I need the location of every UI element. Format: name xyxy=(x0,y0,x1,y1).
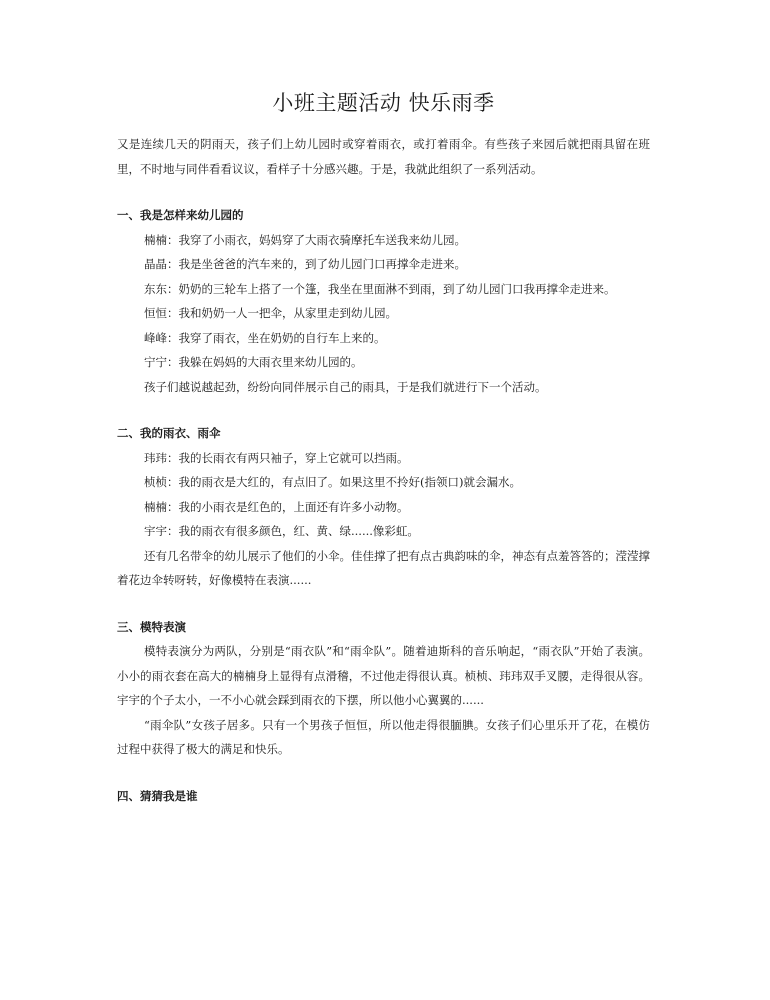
section-paragraph: 晶晶：我是坐爸爸的汽车来的，到了幼儿园门口再撑伞走进来。 xyxy=(144,257,466,271)
section-paragraph: 峰峰：我穿了雨衣，坐在奶奶的自行车上来的。 xyxy=(144,330,386,345)
document-body xyxy=(117,88,650,808)
section-paragraph: 桢桢：我的雨衣是大红的，有点旧了。如果这里不拎好(指领口)就会漏水。 xyxy=(144,475,521,489)
section-heading: 四、猜猜我是谁 xyxy=(117,788,198,803)
section-paragraph: 还有几名带伞的幼儿展示了他们的小伞。佳佳撑了把有点古典韵味的伞，神态有点羞答答的；滢滢撑着花边伞转呀转，好像模特在表演...... xyxy=(117,548,650,587)
section-paragraph: 模特表演分为两队，分别是“雨衣队”和“雨伞队”。随着迪斯科的音乐响起，“雨衣队”开始了表演。小小的雨衣套在高大的楠楠身上显得有点滑稽，不过他走得很认真。桢桢、玮玮双手叉腰，走得很从容。宇宇的个子太小，一不小心就会踩到雨衣的下摆，所以他小心翼翼的...... xyxy=(117,644,650,707)
section-paragraph: “雨伞队”女孩子居多。只有一个男孩子恒恒，所以他走得很腼腆。女孩子们心里乐开了花，在模仿过程中获得了极大的满足和快乐。 xyxy=(117,717,650,756)
page-title: 小班主题活动 快乐雨季 xyxy=(272,91,495,115)
section xyxy=(117,784,650,809)
section-paragraph: 宁宁：我躲在妈妈的大雨衣里来幼儿园的。 xyxy=(144,355,363,369)
section-heading: 一、我是怎样来幼儿园的 xyxy=(117,208,244,222)
section xyxy=(117,421,650,593)
intro-paragraph: 又是连续几天的阴雨天，孩子们上幼儿园时或穿着雨衣，或打着雨伞。有些孩子来园后就把雨具留在班里，不时地与同伴看看议议，看样子十分感兴趣。于是，我就此组织了一系列活动。 xyxy=(117,137,650,176)
section-heading: 三、模特表演 xyxy=(117,619,186,634)
sections-container xyxy=(117,203,650,808)
section xyxy=(117,615,650,762)
section-paragraph: 东东：奶奶的三轮车上搭了一个篷，我坐在里面淋不到雨，到了幼儿园门口我再撑伞走进来。 xyxy=(144,281,616,296)
section-paragraph: 恒恒：我和奶奶一人一把伞，从家里走到幼儿园。 xyxy=(144,306,397,320)
section-paragraph: 孩子们越说越起劲，纷纷向同伴展示自己的雨具，于是我们就进行下一个活动。 xyxy=(144,379,547,394)
section-paragraph: 玮玮：我的长雨衣有两只袖子，穿上它就可以挡雨。 xyxy=(144,450,409,465)
section-paragraph: 楠楠：我穿了小雨衣，妈妈穿了大雨衣骑摩托车送我来幼儿园。 xyxy=(144,232,466,247)
section-paragraph: 宇宇：我的雨衣有很多颜色，红、黄、绿......像彩虹。 xyxy=(144,524,419,538)
section xyxy=(117,203,650,399)
section-paragraph: 楠楠：我的小雨衣是红色的，上面还有许多小动物。 xyxy=(144,499,409,514)
section-heading: 二、我的雨衣、雨伞 xyxy=(117,426,221,440)
